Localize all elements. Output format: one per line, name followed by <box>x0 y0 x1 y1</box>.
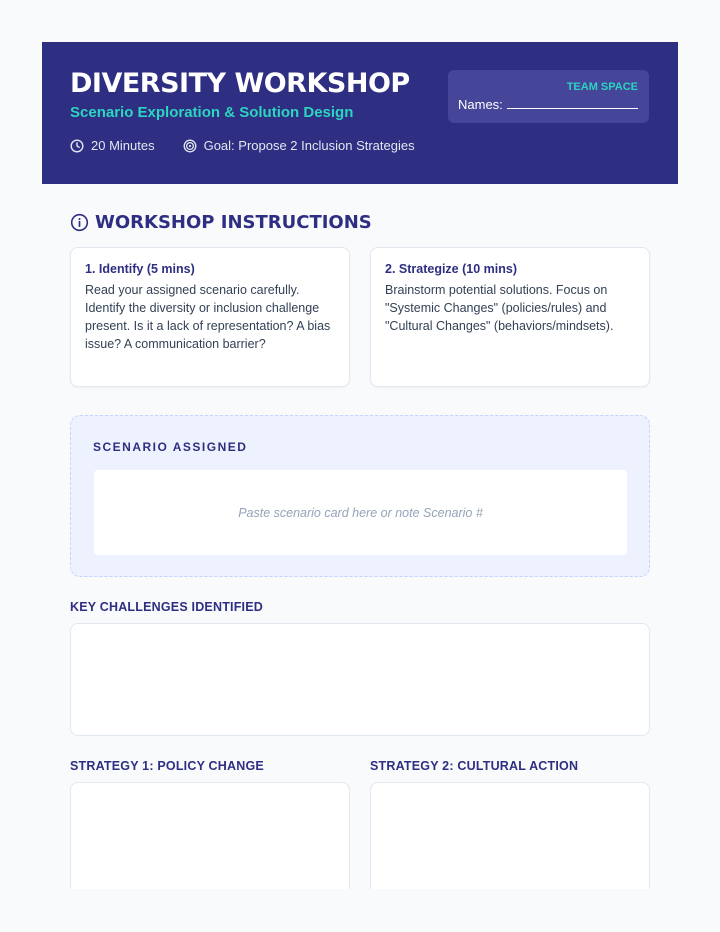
instructions-title: WORKSHOP INSTRUCTIONS <box>95 212 372 233</box>
duration-text: 20 Minutes <box>91 138 155 153</box>
workshop-meta <box>70 138 443 153</box>
scenario-label: SCENARIO ASSIGNED <box>93 440 248 454</box>
team-space-box <box>448 70 649 123</box>
clock-icon <box>70 139 84 153</box>
team-names-field[interactable] <box>458 97 638 112</box>
instructions-heading <box>70 212 372 233</box>
instruction-card-strategize <box>370 247 650 387</box>
scenario-paste-area[interactable]: Paste scenario card here or note Scenario # <box>94 470 627 555</box>
scenario-assigned-panel <box>70 415 650 577</box>
instruction-heading: 1. Identify (5 mins) <box>85 262 195 276</box>
names-label: Names: <box>458 97 503 112</box>
goal-text: Goal: Propose 2 Inclusion Strategies <box>203 138 415 153</box>
page-title: DIVERSITY WORKSHOP <box>70 68 410 99</box>
page-subtitle: Scenario Exploration & Solution Design <box>70 104 354 121</box>
instruction-heading: 2. Strategize (10 mins) <box>385 262 517 276</box>
team-space-label: TEAM SPACE <box>566 81 638 93</box>
names-line <box>507 98 638 109</box>
goal-item <box>183 138 415 153</box>
page-bottom-fade <box>0 889 720 932</box>
strategy1-label: STRATEGY 1: POLICY CHANGE <box>70 759 264 773</box>
instruction-body: Read your assigned scenario carefully. Identify the diversity or inclusion challenge present. Is it a lack of representation? A bias issue? A communication barrier? <box>85 283 331 351</box>
duration-item <box>70 138 155 153</box>
strategy2-label: STRATEGY 2: CULTURAL ACTION <box>370 759 579 773</box>
challenges-label: KEY CHALLENGES IDENTIFIED <box>70 600 263 614</box>
challenges-input-box[interactable] <box>70 623 650 736</box>
target-icon <box>183 139 197 153</box>
workshop-header <box>42 42 678 184</box>
instruction-card-identify <box>70 247 350 387</box>
info-icon <box>70 213 89 232</box>
instruction-body: Brainstorm potential solutions. Focus on "Systemic Changes" (policies/rules) and "Cultural Changes" (behaviors/mindsets). <box>385 283 614 333</box>
